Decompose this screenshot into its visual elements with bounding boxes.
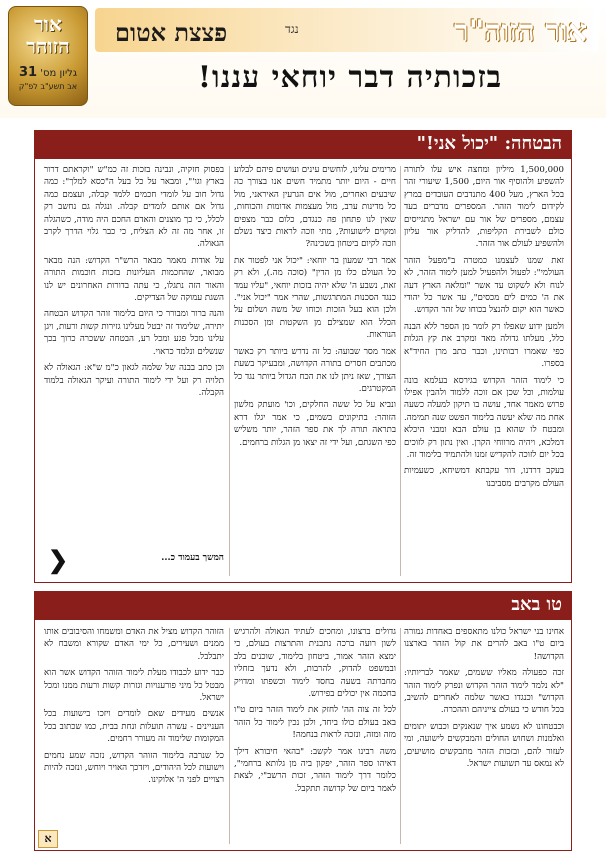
issue-label: גליון מס': [40, 68, 77, 79]
article-column-left: [44, 626, 224, 846]
paragraph: הזוהר הקדוש מציל את האדם ומשמחו והסיבובים אותו ממנים ושעירים, כל ימי האדם שקורא ומשבח לא יתבלבל.: [44, 627, 224, 662]
site-title: אור הזוה"ר: [453, 14, 587, 49]
headline-atom: פצצת אטום: [115, 18, 228, 47]
paragraph: זכה כפעולה מאליו ששמים, שאמר לבריותיו: "לא נלמד לימוד הזהר הקדוש ונפרק לימוד הזהר הקדוש" וכנגדו כאשר שלמה לאחרים להשיב, בכל חודש כי בעולם צייניהם וההכרה.: [404, 668, 564, 716]
column-divider: [400, 166, 401, 576]
badge-title: אור הזוהר: [26, 12, 70, 58]
chevron-left-icon: ❮: [48, 545, 69, 574]
paragraph: לכל זה צוה הה' לחזק את לימוד הזהר ביום ט"ו באב בעולם כולו ביחד, ולכן נכין לימוד כל הזהר מזה ומזה, ונזכה לראות בנחמה!: [234, 705, 396, 741]
article-column-right: [404, 164, 564, 578]
article-column-middle: [234, 164, 396, 578]
paragraph: משה רבינו אמר לקשב: "בהאי חיבורא דילך דאיהו ספר הזהר, יפקון ביה מן גלותא ברחמי", כלומר דרך לימוד הזהר, זכות הרשב"י, לצאת לאמר ביום של קדושה תתקבל.: [234, 746, 396, 794]
paragraph: כי לימוד הזהר הקדוש בגירסא בעלמא בונה עולמות, וכל שכן אם זוכה ללמוד ולהבין אפילו פרוש מאמר אחד, עושה בו תיקון למעלה כשעה אחת מה שלא יעשה בלימוד הפשט שנה תמימה. ומבטח לו שהוא בן עולם הבא ומבני היכלא דמלכא, ויהיה מרווחי הקרן. ואין נתון רק לזוכים בכל יום לזוכה להקדיש זמנו ולהתמיד בלימוד זה.: [404, 375, 564, 460]
page-subtitle: בזכותיה דבר יוחאי עננו!: [197, 60, 503, 95]
title-connector: נגד: [285, 22, 299, 36]
title-band: [95, 8, 599, 52]
issue-date: אב תשע"ב לפ"ק: [18, 82, 78, 91]
column-divider: [400, 628, 401, 844]
paragraph: 1,500,000 מיליון ומחצה איש עלו לתורה להשפיע ולהוסיף אור היום, 1,500 שיעורי זהר בכל הארץ, מעל 400 מתנדבים העובדים במרץ לקידום לימוד הזהר. המספרים מדברים בעד עצמם, מספרים של אור עם ישראל מתגייסים כולם לשבירת הקליפות, להדליק אור עליון ולהשפיע לעולם אור הזהר.: [404, 165, 564, 250]
paragraph: זאת שמנו לעצמנו כמטרה ב"מפעל הזהר העולמי": לפעול ולהפעיל למען לימוד הזהר, לא לנוח ולא לשקוט עד אשר "ומלאה הארץ דעה את ה' כמים לים מכסים", עד אשר כל יהודי כאשר הוא יקום להנצל בכוחו של זהר הקדוש.: [404, 255, 564, 316]
publication-badge: [8, 6, 88, 106]
paragraph: אמר מסר שבועה: כל זה נדרש ביותר רק כאשר מכתבים חסרים בתורה הקדושה, ומבעיקר בשעת הצורך, שאז ניתן לנו את הכח הגדול ביותר נגד כל המקטרגים.: [234, 346, 396, 394]
paragraph: גדולים ברצונו, ומחכים לעתיד הגאולה ולהרגיש לשון רועה ברכה נתכנית והתרצות בעולם, כי ימצא הזהר אמור, ביטחון בלימוד, שוכנים בלב ובמשפט להדוק, להרבות, ולא נדעך בזחליו מחברתה בשעה בחסד לימוד וכשפתו ומדויק בחכמה אין יכולים בפירוש.: [234, 627, 396, 700]
paragraph: ולמען ידוע שאפלו רק לומר מן הספר ללא הבנה כלל, מעלתו גדולה מאד ומקרב את קץ הגלות כפי שאמרו רבותינו, וכבר כתב מרן החיד"א בספרו.: [404, 321, 564, 370]
paragraph: אמר רבי שמעון בר יוחאי: "יכול אני לפטור את כל העולם כלו מן הדין" (סוכה מה.), ולא רק זאת, נשבע ה' שלא יהיה בזכות יוחאי, "עליו עמד כנגד הסכנות המתרגשות, שהרי אמר "יכול אני". ולכן הוא בעל הזכות וכוחו של משה ושלום על הכלל הוא שמצילם מן השקטות ומן הסכנות הנוראות.: [234, 255, 396, 341]
paragraph: אנשים מעידים שאם לומדים ויזכו בישועות בכל העניינים - עשרה תועלות ונחת בבית, כמו שכתוב בכל המקומות שלימוד זה מעורר רחמים.: [44, 709, 224, 745]
paragraph: והנה ברור ומבורר כי היום בלימוד זוהר הקדוש הבטחה יתירה, שלימוד זה יבטל מעלינו גזירות קשות ורעות, ויגן עלינו מכל פגע ומכל רע, הבטחה ששכרה כרוך בכך שנשלים ונלמד כראוי.: [44, 309, 224, 357]
paragraph: ונביא על כל ששה החלקים, וכו' מועתק מלשון הזוהר: בתיקונים בשמים, כי אמר יגלו דרא בתראה תורה לך את ספר הזהר, יותר משליש כפי השגתם, ועל ידי זה יצאו מן הגלות ברחמים.: [234, 400, 396, 448]
issue-info: [9, 65, 87, 80]
paragraph: כבר ידוע לכבודו מעלת לימוד הזוהר הקדוש אשר הוא מבטל כל מיני פורענויות וגזרות קשות ורעות ממנו ומכל ישראל.: [44, 668, 224, 704]
paragraph: כל שנרבה בלימוד הזוהר הקדוש, נזכה שמע נחמים וישועות לכל היהודים, ויזדכך האויר ויוחש, ונזכה להיות רצויים לפני ה' אלוקינו.: [44, 750, 224, 786]
article-column-left: [44, 164, 224, 540]
header: [0, 0, 606, 118]
column-divider: [229, 166, 230, 576]
section-heading-tu-bav: טו באב: [34, 591, 572, 619]
page-number: א: [38, 830, 58, 848]
issue-number: 31: [19, 65, 38, 80]
paragraph: וכבטחונו לא נשמע איך שנאנקים וכבוש יתומים ואלמנות ושחוש החולים והמבקשים לישועה, ומי לעזור להם, ובזכות הזהר מתבקשים מושיעים, לא נמאס עד תשועות ישראל.: [404, 721, 564, 770]
section-heading-bitachon: הבטחה: "יכול אני!": [34, 130, 572, 158]
paragraph: בפסוק חזקיה, ונבינה בזכות זה כמ"ש "וקראתם דרור בארץ וגו'", ומבאר על כל בעל ה"כסא למלך": כמה גדול חוב על לומדי חכמים ללמד קבלה, ועצמם כמה גדול אם אותם לומדים קבלה. ונגלה גם נחשב רק לכלל, כי כך מוצנים והאדם החכם היה מודה, כשהגלה זו, אחר מה זה לא הצליח, כי כבר גלוי הדרך לקרב הגאולה.: [44, 165, 224, 250]
paragraph: אחינו בני ישראל כולנו מתאספים באחדות גמורה ביום ט"ו באב להרים את קול הזהר בארצנו הקדושה!: [404, 627, 564, 662]
paragraph: וכן כתב בבנה של שלמה לגאון כ"מ ש"א: הגאולה לא תלויה רק ועל ידי לימוד התורה ועיקר הגאולה בלמוד הקבלה.: [44, 363, 224, 398]
paragraph: בעקב דרדנו, דור עקבתא דמשיחא, כשעמיות העולם מקרבים מסביבנו: [404, 466, 564, 489]
article-column-right: [404, 626, 564, 846]
continue-text: המשך בעמוד כ...: [161, 553, 224, 563]
continue-link[interactable]: [44, 544, 224, 572]
article-column-middle: [234, 626, 396, 846]
column-divider: [229, 628, 230, 844]
paragraph: מרימים עלינו, לוחשים עינים ועושים פיהם לבלוע חיים - היום יותר מתמיד חשים אנו בצורך כה שיבעים ואחרים, מול אים הגרעין האיראני, מול כל מדינות ערב, מול מעצמות אדומות והכוחות, שאין לנו פתחון פה כנגדם, כלום כבר מצפים ומקוים לישועות?, מתי וזכה לראות כיצד נשלם וזכה לקיום ביטחון בשכינה?: [234, 165, 396, 250]
paragraph: על אודות מאמר מבאר הרש"ר הקדוש: הנה מבאר מבואר, שהחכמות העליונות בזכות חוכמות התורה והאור הזה נתגלו, כי עתה בדורות האחרונים יש לנו השגת עמוקה של הצדיקים.: [44, 255, 224, 304]
